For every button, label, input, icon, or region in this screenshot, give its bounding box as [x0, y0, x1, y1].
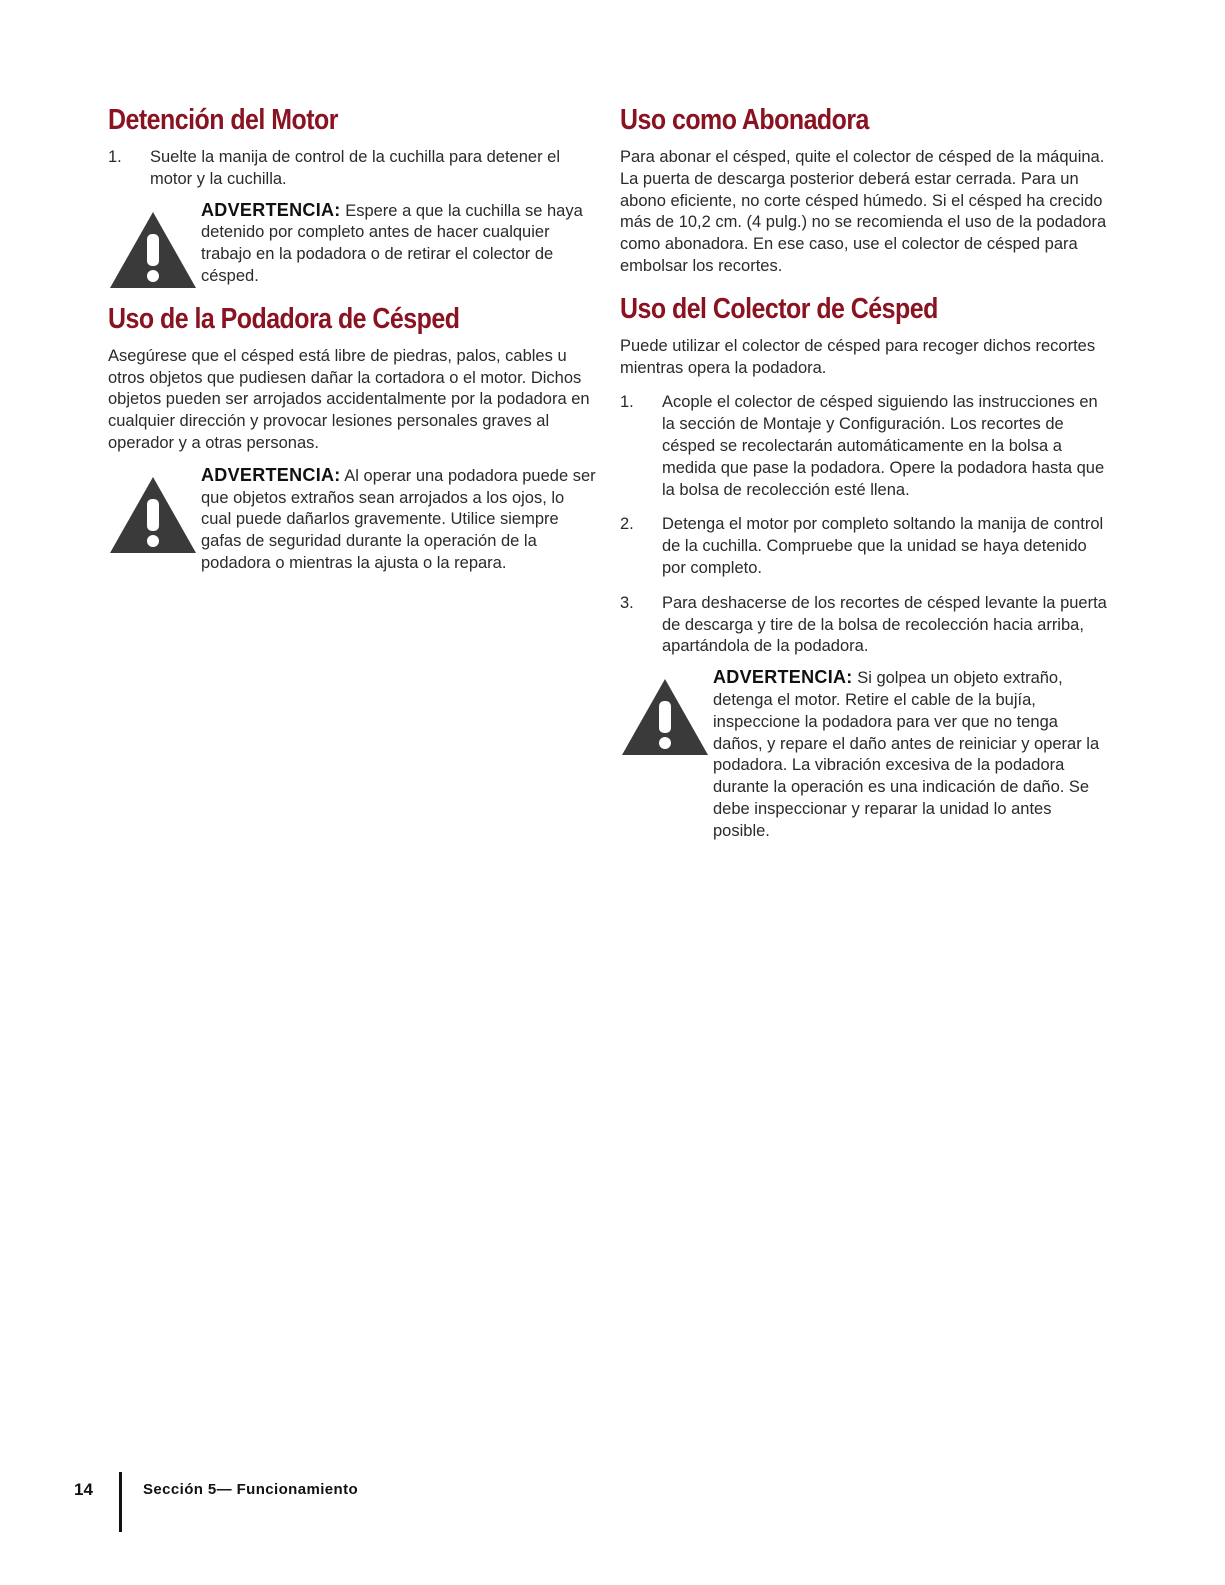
warning-label: ADVERTENCIA:: [201, 199, 341, 220]
heading-detencion-del-motor: Detención del Motor: [108, 104, 338, 136]
section-label: Sección 5— Funcionamiento: [143, 1481, 359, 1498]
step-text: Para deshacerse de los recortes de césped levante la puerta de descarga y tire de la bolsa de recolección hacia arriba, apartándola de la podadora.: [662, 593, 1107, 656]
footer-divider: [119, 1472, 122, 1532]
list-item: [108, 147, 598, 191]
step-number: 3.: [620, 593, 634, 612]
warning-label: ADVERTENCIA:: [201, 464, 341, 485]
page-number: 14: [74, 1480, 93, 1499]
warning-body: Al operar una podadora puede ser que objetos extraños sean arrojados a los ojos, lo cual puede dañarlos gravemente. Utilice siempre gafas de seguridad durante la operación de la podadora o mientras la ajusta o la repara.: [201, 466, 596, 572]
step-text: Acople el colector de césped siguiendo las instrucciones en la sección de Montaje y Configuración. Los recortes de césped se recolectarán automáticamente en la bolsa a medida que pase la podadora. Opere la podadora hasta que la bolsa de recolección esté llena.: [662, 393, 1105, 499]
collector-steps: [620, 392, 1108, 658]
step-number: 1.: [108, 148, 122, 166]
mower-use-paragraph: Asegúrese que el césped está libre de piedras, palos, cables u otros objetos que pudiesen dañar la cortadora o el motor. Dichos objetos pueden ser arrojados accidentalmente por la podadora en cualquier dirección y provocar lesiones personales graves al operador y a otras personas.: [108, 346, 590, 452]
step-text: Suelte la manija de control de la cuchilla para detener el motor y la cuchilla.: [150, 148, 561, 188]
heading-uso-de-la-podadora: Uso de la Podadora de Césped: [108, 302, 460, 335]
warning-triangle-icon: [620, 677, 710, 757]
right-column: [620, 103, 1108, 843]
step-number: 2.: [620, 515, 634, 534]
collector-intro: Puede utilizar el colector de césped para recoger dichos recortes mientras opera la podadora.: [620, 336, 1096, 377]
warning-triangle-icon: [108, 475, 198, 555]
left-column: [108, 103, 598, 575]
step-number: 1.: [620, 393, 634, 412]
warning-block: [108, 200, 598, 288]
warning-label: ADVERTENCIA:: [713, 667, 853, 688]
step-text: Detenga el motor por completo soltando la manija de control de la cuchilla. Compruebe que la unidad se haya detenido por completo.: [662, 515, 1104, 577]
warning-body: Si golpea un objeto extraño, detenga el motor. Retire el cable de la bujía, inspeccione la podadora para ver que no tenga daños, y repare el daño antes de reiniciar y operar la podadora. La vibración excesiva de la podadora durante la operación es una indicación de daño. Se debe inspeccionar y reparar la unidad lo antes posible.: [713, 669, 1100, 840]
list-item: [620, 514, 1108, 579]
heading-uso-del-colector: Uso del Colector de Césped: [620, 292, 938, 325]
heading-uso-como-abonadora: Uso como Abonadora: [620, 104, 869, 136]
list-item: [620, 593, 1108, 658]
list-item: [620, 392, 1108, 501]
stop-engine-steps: [108, 147, 598, 191]
warning-block: [620, 667, 1108, 842]
warning-triangle-icon: [108, 210, 198, 290]
warning-body: Espere a que la cuchilla se haya detenido por completo antes de hacer cualquier trabajo en la podadora o de retirar el colector de césped.: [201, 201, 583, 285]
warning-block: [108, 465, 598, 575]
mulching-paragraph: Para abonar el césped, quite el colector de césped de la máquina. La puerta de descarga posterior deberá estar cerrada. Para un abono eficiente, no corte césped húmedo. Si el césped ha crecido más de 10,2 cm. (4 pulg.) no se recomienda el uso de la podadora como abonadora. En ese caso, use el colector de césped para embolsar los recortes.: [620, 148, 1107, 275]
